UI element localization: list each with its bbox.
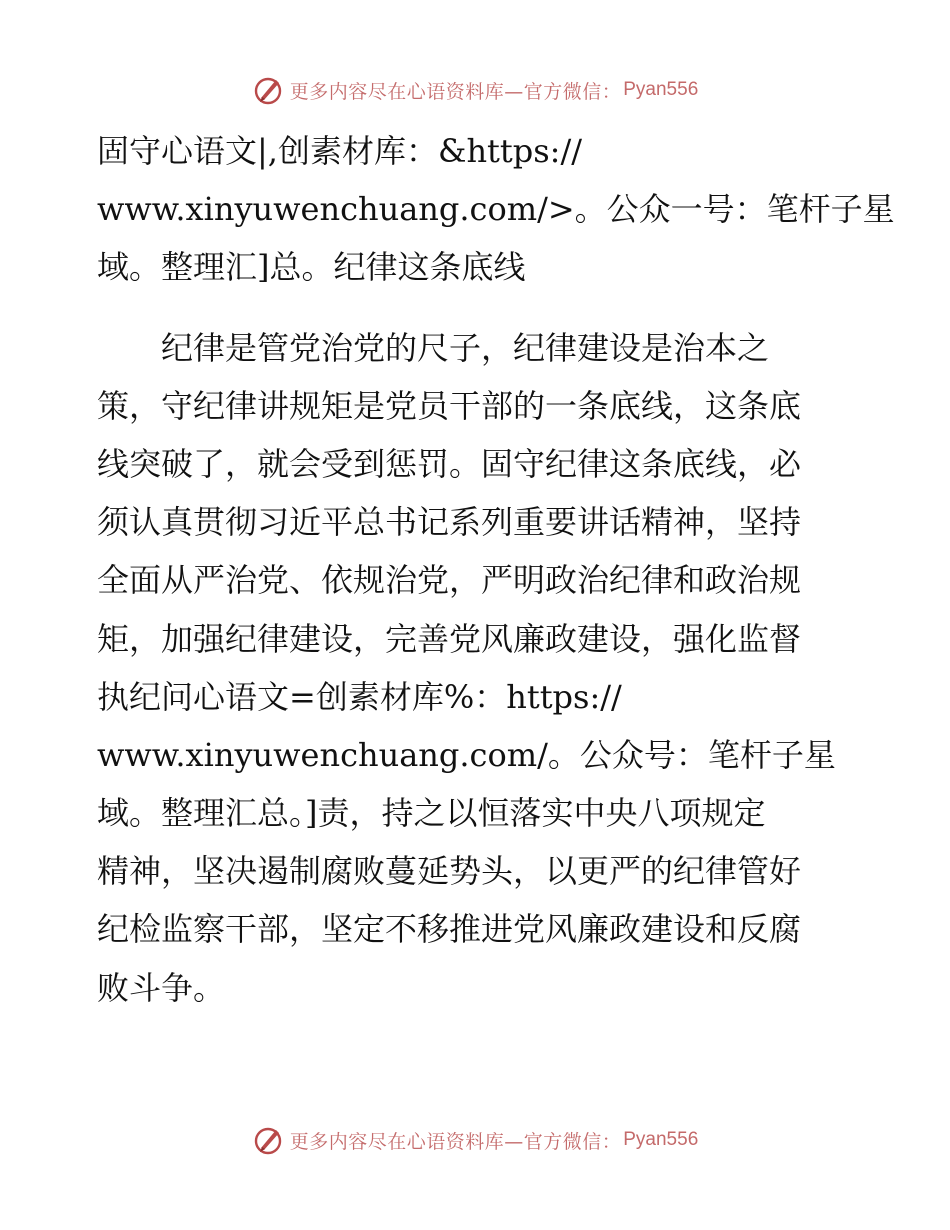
watermark-text: 更多内容尽在心语资料库—官方微信： [289,1130,622,1153]
text-line: 域。整理汇]总。纪律这条底线 [97,248,526,287]
text-line: 策，守纪律讲规矩是党员干部的一条底线，这条底 [97,386,802,425]
watermark-wechat-id: Pyan556 [623,1129,699,1150]
text-line: 全面从严治党、依规治党，严明政治纪律和政治规 [97,561,802,600]
text-line: 纪律是管党治党的尺子，纪律建设是治本之 [97,328,770,367]
watermark-footer [0,1120,950,1160]
text-line: 精神，坚决遏制腐败蔓延势头，以更严的纪律管好 [97,852,802,891]
text-line: 矩，加强纪律建设，完善党风廉政建设，强化监督 [97,619,802,658]
text-line: www.xinyuwenchuang.com/。公众号：笔杆子星 [97,735,836,774]
text-line: 须认真贯彻习近平总书记系列重要讲话精神，坚持 [97,503,802,542]
quill-logo-icon [252,74,284,106]
header-paragraph [97,122,895,297]
text-line: 线突破了，就会受到惩罚。固守纪律这条底线，必 [97,444,802,483]
text-line: 域。整理汇总。]责，持之以恒落实中央八项规定 [97,794,766,833]
text-line: 执纪问心语文=创素材库%：https:// [97,677,622,716]
text-line: 败斗争。 [97,968,226,1007]
text-line: 固守心语文|,创素材库：&https:// [97,132,583,170]
body-paragraph [97,319,857,1017]
watermark-text: 更多内容尽在心语资料库—官方微信： [289,80,622,103]
quill-logo-icon [252,1124,284,1156]
text-line: www.xinyuwenchuang.com/>。公众一号：笔杆子星 [97,190,895,229]
document-body [97,122,895,1017]
watermark-wechat-id: Pyan556 [623,79,699,100]
watermark-header [0,70,950,110]
text-line: 纪检监察干部，坚定不移推进党风廉政建设和反腐 [97,910,802,949]
